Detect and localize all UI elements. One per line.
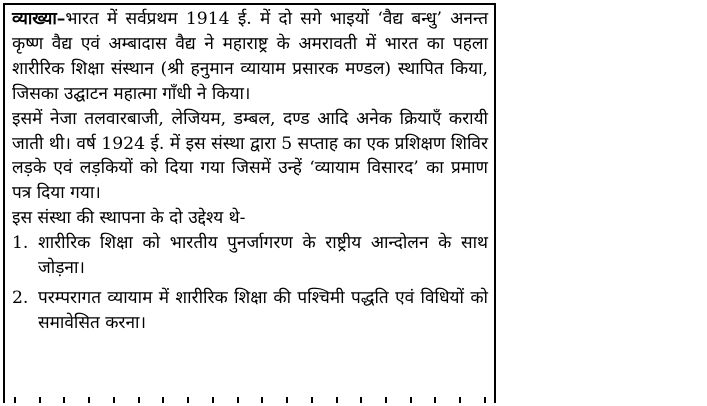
list-item-text: परम्परागत व्यायाम में शारीरिक शिक्षा की पश्चिमी पद्धति एवं विधियों को समावेसित करना।: [38, 287, 488, 333]
list-item-text: शारीरिक शिक्षा को भारतीय पुनर्जागरण के राष्ट्रीय आन्दोलन के साथ जोड़ना।: [38, 233, 488, 279]
paragraph-3: इस संस्था की स्थापना के दो उद्देश्य थे-: [12, 208, 246, 229]
cut-off-next-line: [14, 397, 486, 403]
list-item: [12, 286, 488, 336]
list-item-number: 1.: [12, 233, 29, 254]
cut-off-glyph-tops: [14, 397, 486, 403]
paragraph-1: [12, 7, 488, 107]
list-item: [12, 231, 488, 281]
objectives-list: [12, 231, 488, 336]
lead-label: व्याख्या–: [12, 9, 66, 29]
paragraph-1-text: भारत में सर्वप्रथम 1914 ई. में दो सगे भाइयों ‘वैद्य बन्धु’ अनन्त कृष्ण वैद्य एवं अम्बादास वैद्य ने महाराष्ट्र के अमरावती में भारत का पहला शारीरिक शिक्षा संस्थान (श्री हनुमान व्यायाम प्रसारक मण्डल) स्थापित किया, जिसका उद्घाटन महात्मा गाँधी ने किया।: [12, 9, 488, 104]
list-item-number: 2.: [12, 287, 29, 308]
explanation-box: [3, 3, 496, 403]
paragraph-2: इसमें नेजा तलवारबाजी, लेजियम, डम्बल, दण्ड आदि अनेक क्रियाएँ करायी जाती थी। वर्ष 1924 ई. में इस संस्था द्वारा 5 सप्ताह का एक प्रशिक्षण शिविर लड़के एवं लड़कियों को दिया गया जिसमें उन्हें ‘व्यायाम विसारद’ का प्रमाण पत्र दिया गया।: [12, 108, 488, 204]
